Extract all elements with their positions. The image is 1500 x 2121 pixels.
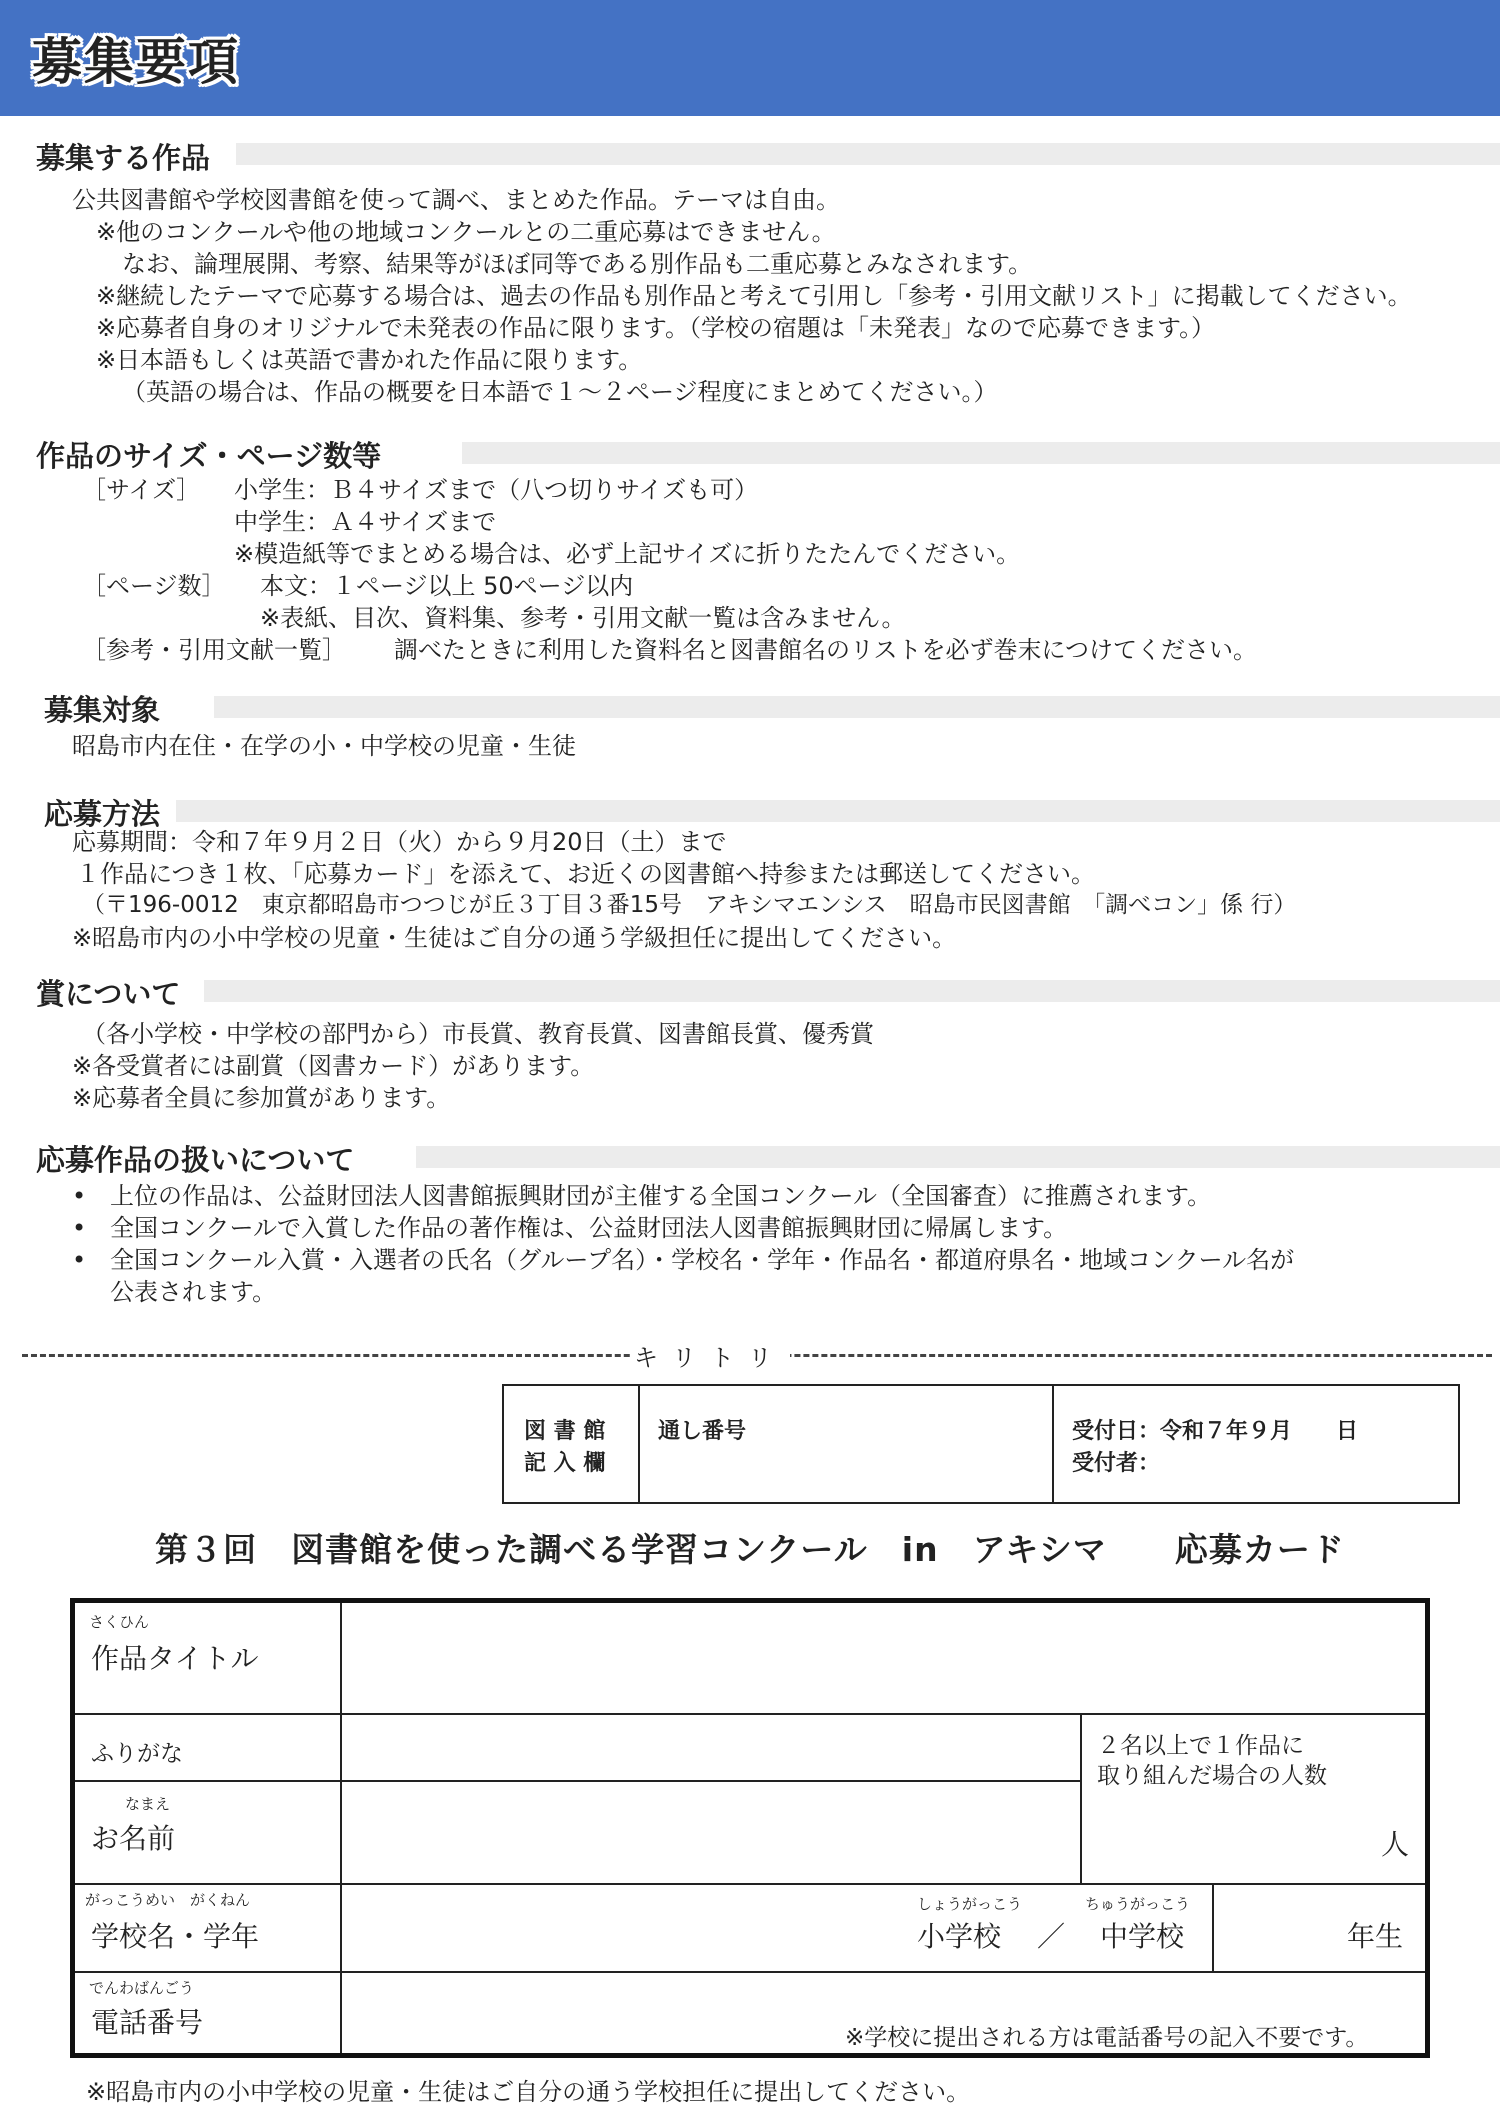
grid-line — [1212, 1883, 1214, 1973]
school-label: 学校名・学年 — [91, 1920, 260, 1953]
method-line: １作品につき１枚、「応募カード」を添えて、お近くの図書館へ持参または郵送してください。 — [76, 860, 1096, 888]
target-text: 昭島市内在住・在学の小・中学校の児童・生徒 — [72, 732, 576, 760]
grid-line — [75, 1883, 1425, 1885]
handling-line: 全国コンクール入賞・入選者の氏名（グループ名）・学校名・学年・作品名・都道府県名・地域コンクール名が — [110, 1246, 1295, 1274]
section-bar — [214, 696, 1500, 718]
bullet-dot: • — [72, 1182, 87, 1210]
size-label: ［サイズ］ — [82, 476, 201, 504]
furigana-label: ふりがな — [91, 1741, 183, 1767]
grid-line — [1080, 1713, 1082, 1885]
middle-ruby: ちゅうがっこう — [1085, 1895, 1191, 1913]
awards-line: ※応募者全員に参加賞があります。 — [72, 1084, 451, 1112]
works-line: （英語の場合は、作品の概要を日本語で１～２ページ程度にまとめてください。） — [122, 378, 998, 406]
section-bar — [416, 1146, 1500, 1168]
received-by: 受付者： — [1072, 1451, 1161, 1476]
works-line: ※継続したテーマで応募する場合は、過去の作品も別作品と考えて引用し「参考・引用文献リスト」に掲載してください。 — [96, 282, 1412, 310]
phone-note: ※学校に提出される方は電話番号の記入不要です。 — [845, 2025, 1369, 2051]
footer-note: ※昭島市内の小中学校の児童・生徒はご自分の通う学校担任に提出してください。 — [86, 2078, 971, 2106]
received-cell[interactable] — [1052, 1386, 1458, 1502]
phone-ruby: でんわばんごう — [89, 1979, 195, 1997]
page-title: 募集要項 — [32, 33, 240, 91]
size-line: 中学生：Ａ４サイズまで — [234, 508, 497, 536]
section-bar — [462, 442, 1500, 464]
school-slash: ／ — [1037, 1920, 1066, 1953]
library-label-cell — [504, 1386, 640, 1502]
page-line: 本文：１ページ以上 50ページ以内 — [260, 572, 634, 600]
school-field[interactable] — [345, 1887, 975, 1969]
grid-line — [75, 1971, 1425, 1973]
serial-cell[interactable] — [638, 1386, 1054, 1502]
works-line: ※日本語もしくは英語で書かれた作品に限ります。 — [96, 346, 643, 374]
received-date: 受付日：令和７年９月 日 — [1072, 1419, 1359, 1444]
furigana-field[interactable] — [345, 1717, 1075, 1777]
ref-label: ［参考・引用文献一覧］ — [82, 636, 346, 664]
works-line: ※他のコンクールや他の地域コンクールとの二重応募はできません。 — [96, 218, 836, 246]
handling-line: 全国コンクールで入賞した作品の著作権は、公益財団法人図書館振興財団に帰属します。 — [110, 1214, 1068, 1242]
grade-unit: 年生 — [1347, 1920, 1404, 1953]
group-count-field[interactable] — [1085, 1789, 1375, 1879]
grid-line — [75, 1713, 1425, 1715]
application-card — [70, 1598, 1430, 2058]
library-box — [502, 1384, 1460, 1504]
size-line: ※模造紙等でまとめる場合は、必ず上記サイズに折りたたんでください。 — [234, 540, 1021, 568]
handling-line: 公表されます。 — [110, 1278, 277, 1306]
middle-option[interactable]: 中学校 — [1100, 1920, 1185, 1953]
grid-line — [340, 1603, 342, 2053]
section-heading-target: 募集対象 — [44, 693, 161, 727]
section-bar — [204, 980, 1500, 1002]
section-heading-awards: 賞について — [36, 977, 181, 1011]
group-count-label: ２名以上で１作品に — [1097, 1733, 1304, 1759]
awards-line: ※各受賞者には副賞（図書カード）があります。 — [72, 1052, 595, 1080]
group-count-label: 取り組んだ場合の人数 — [1097, 1763, 1327, 1789]
group-count-unit: 人 — [1381, 1828, 1410, 1861]
section-heading-handling: 応募作品の扱いについて — [36, 1143, 355, 1177]
section-heading-method: 応募方法 — [44, 797, 161, 831]
awards-line: （各小学校・中学校の部門から）市長賞、教育長賞、図書館長賞、優秀賞 — [82, 1020, 874, 1048]
name-ruby: なまえ — [125, 1795, 171, 1813]
section-heading-size: 作品のサイズ・ページ数等 — [36, 439, 382, 473]
title-field[interactable] — [345, 1603, 1420, 1711]
school-ruby: がっこうめい がくねん — [85, 1891, 251, 1909]
card-title: 第３回 図書館を使った調べる学習コンクール in アキシマ 応募カード — [155, 1530, 1345, 1569]
library-label: 図 書 館 — [524, 1419, 606, 1444]
bullet-dot: • — [72, 1246, 87, 1274]
works-line: なお、論理展開、考察、結果等がほぼ同等である別作品も二重応募とみなされます。 — [122, 250, 1033, 278]
elem-option[interactable]: 小学校 — [917, 1920, 1002, 1953]
title-label: 作品タイトル — [91, 1642, 259, 1675]
method-line: （〒196-0012 東京都昭島市つつじが丘３丁目３番15号 アキシマエンシス 昭島市民図書館 「調べコン」係 行） — [82, 892, 1297, 918]
grade-field[interactable] — [1217, 1887, 1341, 1969]
works-line: 公共図書館や学校図書館を使って調べ、まとめた作品。テーマは自由。 — [72, 186, 840, 214]
handling-line: 上位の作品は、公益財団法人図書館振興財団が主催する全国コンクール（全国審査）に推薦されます。 — [110, 1182, 1212, 1210]
page-label: ［ページ数］ — [82, 572, 226, 600]
cut-label: キリトリ — [630, 1338, 790, 1373]
header-banner — [0, 0, 1500, 116]
library-label: 記 入 欄 — [524, 1451, 606, 1476]
name-field[interactable] — [345, 1785, 1075, 1881]
phone-label: 電話番号 — [91, 2006, 204, 2039]
section-bar — [236, 143, 1500, 165]
elem-ruby: しょうがっこう — [917, 1895, 1023, 1913]
grid-line — [75, 1780, 1080, 1782]
title-ruby: さくひん — [89, 1613, 150, 1631]
works-line: ※応募者自身のオリジナルで未発表の作品に限ります。（学校の宿題は「未発表」なので応募できます。） — [96, 314, 1216, 342]
section-bar — [176, 800, 1500, 822]
ref-text: 調べたときに利用した資料名と図書館名のリストを必ず巻末につけてください。 — [394, 636, 1258, 664]
section-heading-works: 募集する作品 — [36, 141, 211, 175]
page-line: ※表紙、目次、資料集、参考・引用文献一覧は含みません。 — [260, 604, 906, 632]
bullet-dot: • — [72, 1214, 87, 1242]
serial-label: 通し番号 — [658, 1419, 747, 1444]
method-line: ※昭島市内の小中学校の児童・生徒はご自分の通う学級担任に提出してください。 — [72, 924, 957, 952]
size-line: 小学生：Ｂ４サイズまで（八つ切りサイズも可） — [234, 476, 759, 504]
method-line: 応募期間：令和７年９月２日（火）から９月20日（土）まで — [72, 828, 727, 856]
name-label: お名前 — [91, 1822, 176, 1855]
